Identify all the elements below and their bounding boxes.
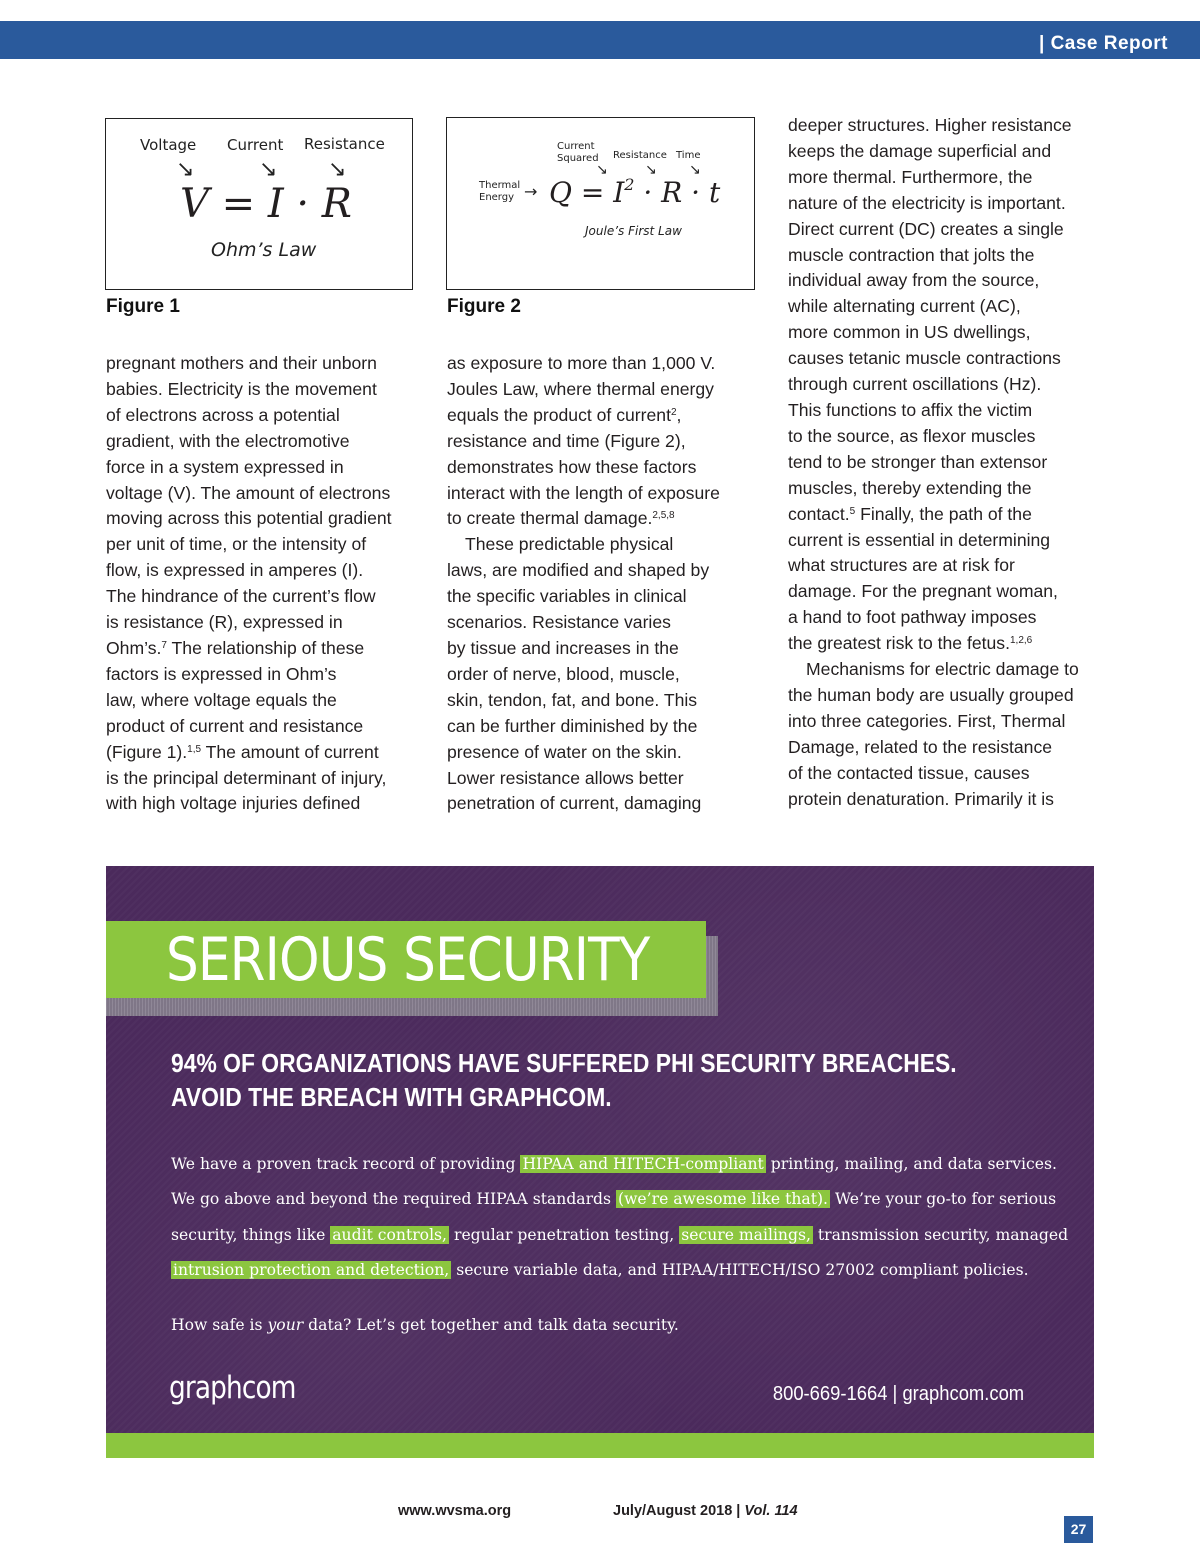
text-line (447, 403, 767, 429)
text-span: contact. (788, 503, 850, 524)
text-line: per unit of time, or the intensity of (106, 534, 367, 555)
text-line: law, where voltage equals the (106, 689, 337, 710)
ad-text: transmission security, managed (812, 1225, 1069, 1244)
text-span: the greatest risk to the fetus. (788, 633, 1010, 654)
ad-text: We have a proven track record of providing (171, 1155, 521, 1173)
fig2-label-time: Time (676, 150, 701, 161)
ad-highlight: (we’re awesome like that). (618, 1190, 829, 1209)
text-line: presence of water on the skin. (447, 741, 682, 762)
text-line (788, 631, 1108, 657)
page-number: 27 (1064, 1516, 1093, 1543)
fig2-label-current: Current (557, 141, 595, 152)
text-line: current is essential in determining (788, 529, 1051, 550)
ad-contact: 800-669-1664 | graphcom.com (772, 1383, 1024, 1405)
citation: 2 (670, 406, 677, 418)
text-line: of the contacted tissue, causes (788, 762, 1030, 783)
footer-issue (613, 1503, 798, 1519)
citation: 5 (849, 505, 856, 517)
fig1-equation: V = I · R (180, 181, 352, 227)
graphcom-logo: graphcom (169, 1370, 296, 1406)
text-line: flow, is expressed in amperes (I). (106, 560, 364, 581)
text-line: deeper structures. Higher resistance (788, 115, 1072, 135)
article-column-2 (447, 351, 767, 817)
ad-headline-line-2: AVOID THE BREACH WITH GRAPHCOM. (171, 1082, 612, 1112)
footer-website: www.wvsma.org (398, 1503, 512, 1519)
footer-volume: Vol. 114 (744, 1503, 798, 1519)
ad-text: security, things like (171, 1225, 331, 1244)
figure-1-label: Figure 1 (106, 296, 180, 317)
text-line: interact with the length of exposure (447, 482, 720, 503)
ad-text: We’re your go-to for serious (830, 1190, 1057, 1209)
ad-emphasis: your (267, 1316, 304, 1334)
text-line: laws, are modified and shaped by (447, 560, 710, 581)
header-bar (0, 21, 1200, 59)
text-line: the human body are usually grouped (788, 684, 1074, 705)
citation: 2,5,8 (652, 510, 675, 522)
text-line: what structures are at risk for (788, 555, 1015, 576)
text-line: moving across this potential gradient (106, 508, 392, 529)
text-line: This functions to affix the victim (788, 399, 1033, 420)
fig2-label-resistance: Resistance (613, 150, 667, 161)
figure-2-label: Figure 2 (447, 296, 521, 317)
ad-text: data? Let’s get together and talk data security. (303, 1316, 679, 1334)
text-span: to create thermal damage. (447, 508, 653, 529)
text-span: Finally, the path of the (855, 503, 1032, 524)
text-line: with high voltage injuries defined (106, 793, 361, 814)
text-line: scenarios. Resistance varies (447, 612, 671, 633)
ad-tagline (171, 1316, 679, 1334)
text-line: skin, tendon, fat, and bone. This (447, 689, 698, 710)
text-line: voltage (V). The amount of electrons (106, 482, 391, 503)
text-line: pregnant mothers and their unborn (106, 353, 377, 373)
text-line (447, 506, 767, 532)
text-line: more thermal. Furthermore, the (788, 166, 1033, 187)
text-line: while alternating current (AC), (788, 296, 1021, 317)
text-line: is resistance (R), expressed in (106, 612, 343, 633)
text-line: resistance and time (Figure 2), (447, 430, 686, 451)
text-line: nature of the electricity is important. (788, 192, 1066, 213)
ad-title-box (106, 921, 706, 998)
arrow-icon: ↘ (259, 157, 278, 182)
ad-headline (171, 1046, 957, 1114)
text-line: causes tetanic muscle contractions (788, 348, 1061, 369)
text-line: keeps the damage superficial and (788, 140, 1052, 161)
text-span: The relationship of these (166, 637, 365, 658)
ad-text: regular penetration testing, (449, 1225, 680, 1244)
fig2-label-energy: Energy (479, 192, 515, 203)
text-line: penetration of current, damaging (447, 793, 702, 814)
ad-highlight: intrusion protection and detection, (173, 1260, 450, 1279)
fig2-label-thermal: Thermal (479, 180, 521, 191)
ad-highlight: HIPAA and HITECH-compliant (522, 1155, 764, 1173)
ad-body (171, 1147, 1071, 1288)
text-span: (Figure 1). (106, 741, 188, 762)
fig1-label-current: Current (227, 136, 284, 154)
fig1-label-resistance: Resistance (304, 135, 385, 153)
figure-ohms-law (105, 118, 413, 290)
citation: 7 (161, 639, 167, 651)
text-span: Ohm’s. (106, 637, 162, 658)
text-line (788, 502, 1108, 528)
text-line: to the source, as flexor muscles (788, 425, 1036, 446)
text-span: , (676, 404, 682, 425)
text-line: individual away from the source, (788, 270, 1040, 291)
article-column-3 (788, 113, 1108, 812)
ad-text: printing, mailing, and data services. (765, 1155, 1057, 1173)
text-line: tend to be stronger than extensor (788, 451, 1048, 472)
text-line: These predictable physical (465, 534, 674, 555)
ad-bottom-bar (106, 1433, 1094, 1458)
fig2-label-squared: Squared (557, 153, 599, 164)
text-line: gradient, with the electromotive (106, 430, 350, 451)
text-line: can be further diminished by the (447, 715, 698, 736)
ad-text: We go above and beyond the required HIPAA standards (171, 1190, 616, 1209)
fig2-equation (549, 176, 720, 209)
arrow-icon: ↘ (176, 157, 195, 182)
arrow-icon: ↘ (328, 157, 347, 182)
text-line: a hand to foot pathway imposes (788, 607, 1037, 628)
text-line: through current oscillations (Hz). (788, 374, 1042, 395)
text-span: equals the product of current (447, 404, 671, 425)
fig2-eq-left: Q = I (549, 176, 625, 209)
text-line: demonstrates how these factors (447, 456, 697, 477)
text-line: Mechanisms for electric damage to (806, 659, 1079, 680)
ad-headline-line-1: 94% OF ORGANIZATIONS HAVE SUFFERED PHI SECURITY BREACHES. (171, 1048, 957, 1078)
arrow-icon: ↘ (645, 162, 657, 178)
citation: 1,2,6 (1010, 635, 1033, 647)
text-line: is the principal determinant of injury, (106, 767, 387, 788)
text-span: The amount of current (201, 741, 379, 762)
text-line: product of current and resistance (106, 715, 364, 736)
citation: 1,5 (187, 743, 202, 755)
text-line: Joules Law, where thermal energy (447, 378, 714, 399)
text-line: as exposure to more than 1,000 V. (447, 353, 716, 373)
fig1-caption: Ohm’s Law (211, 239, 317, 261)
arrow-icon: ↘ (596, 162, 608, 178)
arrow-right-icon: → (524, 182, 538, 201)
text-line: protein denaturation. Primarily it is (788, 788, 1054, 809)
text-line: Lower resistance allows better (447, 767, 684, 788)
figure-joules-law (446, 117, 755, 290)
text-line: muscle contraction that jolts the (788, 244, 1035, 265)
arrow-icon: ↘ (689, 162, 701, 178)
text-line: The hindrance of the current’s flow (106, 586, 376, 607)
text-line: factors is expressed in Ohm’s (106, 663, 337, 684)
section-label: | Case Report (1038, 33, 1168, 54)
fig2-label-thermal-energy (479, 180, 520, 204)
ad-text: secure variable data, and HIPAA/HITECH/ISO 27002 compliant policies. (451, 1260, 1029, 1279)
text-line: Damage, related to the resistance (788, 736, 1053, 757)
ad-title: SERIOUS SECURITY (166, 925, 650, 995)
text-line: of electrons across a potential (106, 404, 340, 425)
text-line: force in a system expressed in (106, 456, 344, 477)
article-column-1 (106, 351, 426, 817)
fig2-eq-right: · R · t (634, 176, 721, 209)
text-line: into three categories. First, Thermal (788, 710, 1066, 731)
footer-issue-date: July/August 2018 | (613, 1503, 745, 1519)
ad-text: How safe is (171, 1316, 268, 1334)
ad-highlight: secure mailings, (681, 1225, 811, 1244)
fig2-label-current-squared (557, 141, 599, 165)
text-line (106, 740, 426, 766)
ad-highlight: audit controls, (332, 1225, 448, 1244)
advertisement (106, 866, 1094, 1458)
fig2-caption: Joule’s First Law (585, 224, 682, 238)
text-line: damage. For the pregnant woman, (788, 581, 1058, 602)
text-line (106, 636, 426, 662)
text-line: order of nerve, blood, muscle, (447, 663, 680, 684)
text-line: babies. Electricity is the movement (106, 378, 377, 399)
text-line: Direct current (DC) creates a single (788, 218, 1064, 239)
text-line: by tissue and increases in the (447, 637, 679, 658)
fig1-label-voltage: Voltage (140, 136, 197, 154)
text-line: more common in US dwellings, (788, 322, 1031, 343)
fig2-eq-exponent: 2 (624, 175, 635, 194)
text-line: muscles, thereby extending the (788, 477, 1032, 498)
text-line: the specific variables in clinical (447, 586, 687, 607)
